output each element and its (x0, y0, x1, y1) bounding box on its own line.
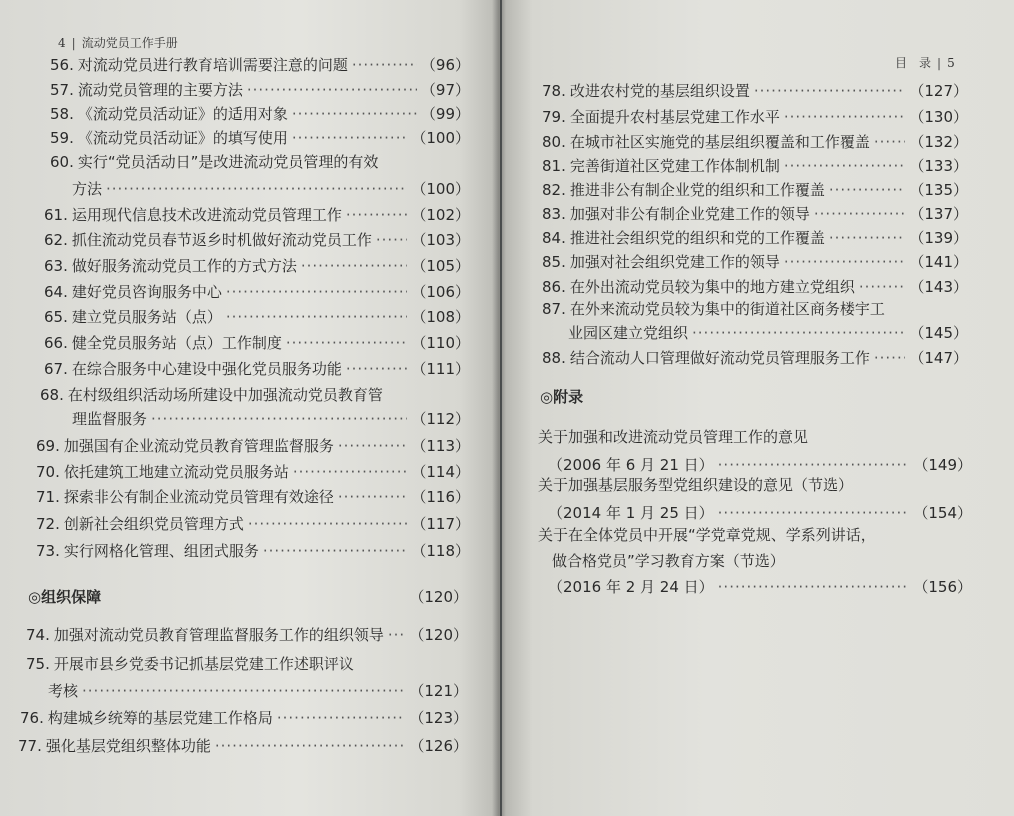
entry-number: 86. (542, 278, 566, 296)
entry-page-number: （112） (411, 410, 470, 428)
dot-leader (346, 360, 407, 378)
entry-title: 构建城乡统筹的基层党建工作格局 (47, 709, 273, 727)
entry-page-number: （154） (913, 504, 972, 522)
entry-page-number: （149） (913, 456, 972, 474)
book-title: 流动党员工作手册 (81, 36, 178, 50)
entry-page-number: （127） (909, 82, 968, 100)
toc-entry[interactable] (50, 153, 470, 171)
toc-entry[interactable] (36, 542, 470, 560)
entry-page-number: （113） (411, 437, 470, 455)
dot-leader (352, 56, 417, 74)
dot-leader (829, 181, 905, 199)
toc-entry[interactable] (542, 108, 968, 126)
entry-number: 65. (44, 308, 68, 326)
entry-title: 推进社会组织党的组织和党的工作覆盖 (569, 229, 825, 247)
entry-title: 改进农村党的基层组织设置 (569, 82, 750, 100)
entry-page-number: （97） (420, 81, 470, 99)
dot-leader (151, 410, 407, 428)
entry-page-number: （123） (409, 709, 468, 727)
toc-entry[interactable] (72, 180, 470, 198)
entry-title: 方法 (72, 180, 103, 198)
dot-leader (814, 205, 905, 223)
toc-entry[interactable] (44, 206, 470, 224)
dot-leader (859, 278, 905, 296)
dot-leader (215, 737, 405, 755)
toc-entry[interactable] (548, 456, 972, 474)
toc-entry[interactable] (542, 133, 968, 151)
entry-page-number: （105） (411, 257, 470, 275)
right-page-number: 5 (947, 56, 955, 70)
toc-entry[interactable] (50, 105, 470, 123)
entry-title: 《流动党员活动证》的填写使用 (77, 129, 288, 147)
entry-number: 87. (542, 300, 566, 318)
entry-page-number: （156） (913, 578, 972, 596)
entry-page-number: （143） (909, 278, 968, 296)
dot-leader (248, 515, 407, 533)
entry-page-number: （120） (409, 626, 468, 644)
header-separator: | (937, 56, 942, 70)
entry-title: 关于加强基层服务型党组织建设的意见（节选） (538, 476, 854, 494)
entry-title: 运用现代信息技术改进流动党员管理工作 (71, 206, 342, 224)
toc-entry[interactable] (542, 181, 968, 199)
dot-leader (784, 108, 905, 126)
dot-leader (388, 626, 405, 644)
entry-title: 开展市县乡党委书记抓基层党建工作述职评议 (53, 655, 354, 673)
entry-number: 83. (542, 205, 566, 223)
entry-number: 84. (542, 229, 566, 247)
entry-page-number: （117） (411, 515, 470, 533)
entry-page-number: （145） (909, 324, 968, 342)
entry-number: 79. (542, 108, 566, 126)
entry-title: 在综合服务中心建设中强化党员服务功能 (71, 360, 342, 378)
dot-leader (784, 157, 905, 175)
entry-title: （2006 年 6 月 21 日） (548, 456, 714, 474)
entry-number: 61. (44, 206, 68, 224)
entry-number: 57. (50, 81, 74, 99)
toc-entry[interactable] (20, 709, 468, 727)
toc-entry[interactable] (542, 82, 968, 100)
entry-page-number: （110） (411, 334, 470, 352)
dot-leader (874, 349, 905, 367)
entry-number: 60. (50, 153, 74, 171)
section-heading-org (28, 586, 468, 607)
entry-number: 64. (44, 283, 68, 301)
toc-entry[interactable] (40, 386, 470, 404)
entry-title: 创新社会组织党员管理方式 (63, 515, 244, 533)
entry-page-number: （147） (909, 349, 968, 367)
entry-number: 75. (26, 655, 50, 673)
entry-title: 理监督服务 (72, 410, 148, 428)
toc-entry[interactable] (548, 578, 972, 596)
toc-entry[interactable] (26, 655, 468, 673)
toc-entry[interactable] (36, 488, 470, 506)
entry-page-number: （116） (411, 488, 470, 506)
entry-title: 加强对流动党员教育管理监督服务工作的组织领导 (53, 626, 384, 644)
toc-entry[interactable] (568, 324, 968, 342)
entry-title: 在外出流动党员较为集中的地方建立党组织 (569, 278, 855, 296)
entry-page-number: （141） (909, 253, 968, 271)
entry-page-number: （135） (909, 181, 968, 199)
entry-title: 做好服务流动党员工作的方式方法 (71, 257, 297, 275)
toc-entry[interactable] (548, 504, 972, 522)
toc-entry[interactable] (44, 308, 470, 326)
entry-number: 62. (44, 231, 68, 249)
entry-page-number: （118） (411, 542, 470, 560)
entry-title: 业园区建立党组织 (568, 324, 689, 342)
entry-title: 健全党员服务站（点）工作制度 (71, 334, 282, 352)
entry-title: 依托建筑工地建立流动党员服务站 (63, 463, 289, 481)
dot-leader (692, 324, 905, 342)
header-separator: | (71, 36, 76, 50)
entry-page-number: （106） (411, 283, 470, 301)
dot-leader (338, 488, 407, 506)
entry-page-number: （100） (411, 129, 470, 147)
entry-number: 66. (44, 334, 68, 352)
section-label: ◎组织保障 (28, 588, 102, 606)
toc-entry[interactable] (542, 253, 968, 271)
dot-leader (82, 682, 405, 700)
entry-title: 做合格党员”学习教育方案（节选） (552, 552, 785, 570)
entry-title: 建立党员服务站（点） (71, 308, 222, 326)
entry-number: 58. (50, 105, 74, 123)
entry-title: 在外来流动党员较为集中的街道社区商务楼宇工 (569, 300, 885, 318)
entry-page-number: （137） (909, 205, 968, 223)
dot-leader (277, 709, 405, 727)
entry-number: 68. (40, 386, 64, 404)
contents-heading: 目 录 (895, 56, 932, 70)
entry-number: 85. (542, 253, 566, 271)
entry-title: （2016 年 2 月 24 日） (548, 578, 714, 596)
entry-number: 76. (20, 709, 44, 727)
toc-entry[interactable] (26, 626, 468, 644)
entry-title: 《流动党员活动证》的适用对象 (77, 105, 288, 123)
entry-page-number: （108） (411, 308, 470, 326)
dot-leader (829, 229, 905, 247)
dot-leader (376, 231, 407, 249)
dot-leader (338, 437, 407, 455)
entry-page-number: （100） (411, 180, 470, 198)
entry-number: 78. (542, 82, 566, 100)
toc-entry[interactable] (50, 81, 470, 99)
toc-entry[interactable] (36, 515, 470, 533)
dot-leader (106, 180, 407, 198)
toc-entry[interactable] (542, 349, 968, 367)
entry-title: 加强国有企业流动党员教育管理监督服务 (63, 437, 334, 455)
entry-number: 77. (18, 737, 42, 755)
dot-leader (346, 206, 407, 224)
toc-entry[interactable] (542, 205, 968, 223)
entry-page-number: （114） (411, 463, 470, 481)
entry-title: 全面提升农村基层党建工作水平 (569, 108, 780, 126)
toc-entry[interactable] (542, 157, 968, 175)
toc-entry[interactable] (538, 428, 972, 446)
entry-page-number: （130） (909, 108, 968, 126)
dot-leader (292, 105, 417, 123)
dot-leader (247, 81, 417, 99)
entry-number: 74. (26, 626, 50, 644)
section-heading-appendix (540, 386, 583, 407)
entry-title: 强化基层党组织整体功能 (45, 737, 211, 755)
toc-entry[interactable] (538, 526, 972, 544)
toc-entry[interactable] (44, 257, 470, 275)
entry-page-number: （121） (409, 682, 468, 700)
dot-leader (754, 82, 905, 100)
entry-page-number: （132） (909, 133, 968, 151)
entry-page-number: （133） (909, 157, 968, 175)
entry-title: 推进非公有制企业党的组织和工作覆盖 (569, 181, 825, 199)
entry-number: 71. (36, 488, 60, 506)
left-page-header (58, 34, 178, 51)
dot-leader (718, 504, 910, 522)
entry-page-number: （126） (409, 737, 468, 755)
entry-title: 结合流动人口管理做好流动党员管理服务工作 (569, 349, 870, 367)
entry-title: 考核 (48, 682, 79, 700)
entry-number: 81. (542, 157, 566, 175)
entry-page-number: （96） (420, 56, 470, 74)
left-page-number: 4 (58, 36, 66, 50)
dot-leader (874, 133, 905, 151)
entry-page-number: （103） (411, 231, 470, 249)
toc-entry[interactable] (44, 283, 470, 301)
dot-leader (718, 456, 910, 474)
toc-entry[interactable] (44, 360, 470, 378)
entry-page-number: （102） (411, 206, 470, 224)
entry-number: 70. (36, 463, 60, 481)
entry-number: 82. (542, 181, 566, 199)
entry-title: 在城市社区实施党的基层组织覆盖和工作覆盖 (569, 133, 870, 151)
toc-entry[interactable] (538, 476, 972, 494)
dot-leader (301, 257, 407, 275)
entry-number: 56. (50, 56, 74, 74)
entry-number: 72. (36, 515, 60, 533)
entry-page-number: （120） (409, 588, 468, 606)
entry-title: （2014 年 1 月 25 日） (548, 504, 714, 522)
toc-entry[interactable] (542, 278, 968, 296)
toc-entry[interactable] (48, 682, 468, 700)
toc-entry[interactable] (50, 56, 470, 74)
entry-title: 实行网格化管理、组团式服务 (63, 542, 259, 560)
toc-entry[interactable] (44, 231, 470, 249)
entry-page-number: （99） (420, 105, 470, 123)
dot-leader (226, 308, 407, 326)
entry-title: 对流动党员进行教育培训需要注意的问题 (77, 56, 348, 74)
entry-number: 63. (44, 257, 68, 275)
entry-number: 73. (36, 542, 60, 560)
entry-page-number: （111） (411, 360, 470, 378)
book-spine (492, 0, 506, 816)
toc-entry[interactable] (36, 463, 470, 481)
entry-number: 88. (542, 349, 566, 367)
entry-title: 在村级组织活动场所建设中加强流动党员教育管 (67, 386, 383, 404)
entry-title: 建好党员咨询服务中心 (71, 283, 222, 301)
entry-title: 实行“党员活动日”是改进流动党员管理的有效 (77, 153, 379, 171)
dot-leader (286, 334, 407, 352)
dot-leader (784, 253, 905, 271)
toc-entry[interactable] (50, 129, 470, 147)
entry-number: 69. (36, 437, 60, 455)
section-label: ◎附录 (540, 388, 584, 406)
toc-entry[interactable] (72, 410, 470, 428)
dot-leader (226, 283, 407, 301)
toc-entry[interactable] (18, 737, 468, 755)
entry-title: 加强对社会组织党建工作的领导 (569, 253, 780, 271)
toc-entry[interactable] (542, 229, 968, 247)
dot-leader (292, 129, 407, 147)
right-page-header (895, 54, 955, 71)
dot-leader (718, 578, 910, 596)
entry-page-number: （139） (909, 229, 968, 247)
dot-leader (293, 463, 407, 481)
entry-title: 探索非公有制企业流动党员管理有效途径 (63, 488, 334, 506)
toc-entry[interactable] (552, 552, 972, 570)
entry-title: 加强对非公有制企业党建工作的领导 (569, 205, 810, 223)
entry-title: 关于在全体党员中开展“学党章党规、学系列讲话， (538, 526, 876, 544)
toc-entry[interactable] (36, 437, 470, 455)
toc-entry[interactable] (44, 334, 470, 352)
entry-title: 流动党员管理的主要方法 (77, 81, 243, 99)
entry-title: 关于加强和改进流动党员管理工作的意见 (538, 428, 809, 446)
entry-number: 80. (542, 133, 566, 151)
entry-number: 59. (50, 129, 74, 147)
entry-title: 抓住流动党员春节返乡时机做好流动党员工作 (71, 231, 372, 249)
toc-entry[interactable] (542, 300, 968, 318)
dot-leader (263, 542, 407, 560)
entry-title: 完善街道社区党建工作体制机制 (569, 157, 780, 175)
entry-number: 67. (44, 360, 68, 378)
